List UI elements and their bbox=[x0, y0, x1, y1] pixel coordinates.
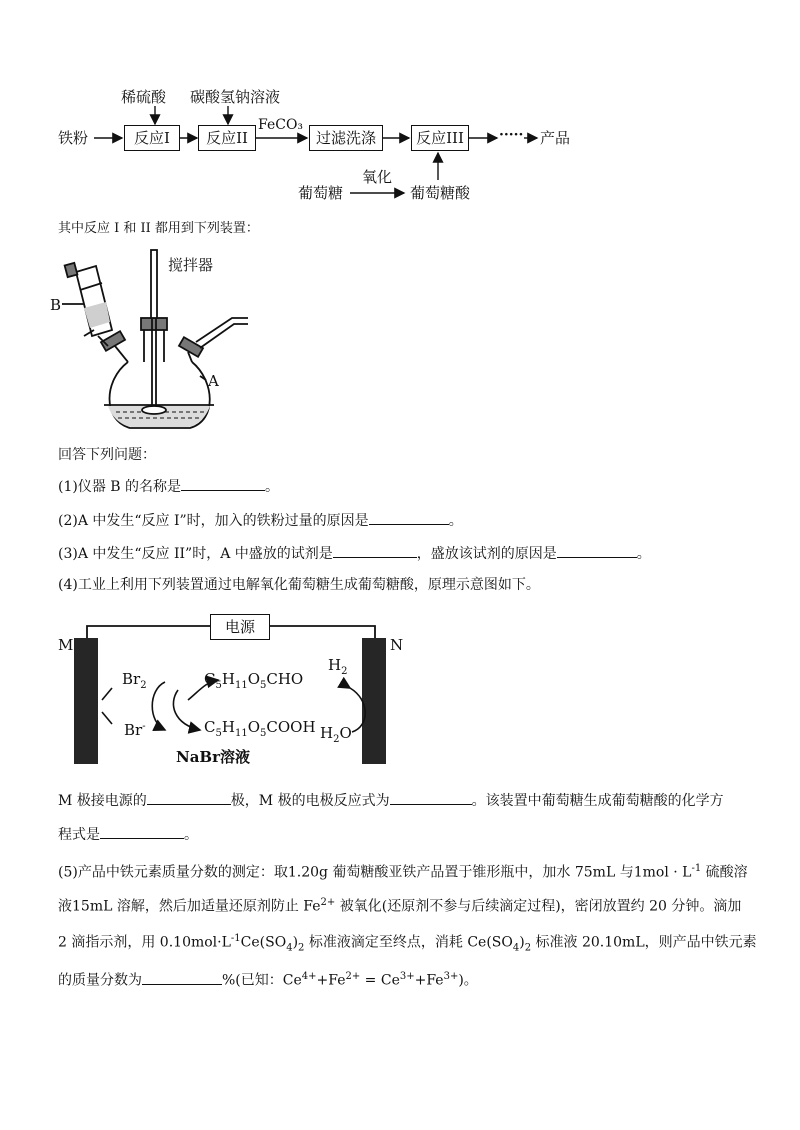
question-4: (4)工业上利用下列装置通过电解氧化葡萄糖生成葡萄糖酸，原理示意图如下。 bbox=[58, 577, 540, 593]
q4-blank-pole[interactable] bbox=[147, 790, 231, 805]
q4-blank-equation[interactable] bbox=[390, 790, 472, 805]
q2-blank[interactable] bbox=[369, 510, 449, 525]
box-reaction-3: 反应III bbox=[411, 125, 469, 151]
box-reaction-2: 反应II bbox=[198, 125, 256, 151]
label-oxidation: 氧化 bbox=[362, 168, 393, 186]
species-br-minus: Br- bbox=[124, 721, 146, 739]
answer-prompt: 回答下列问题： bbox=[58, 447, 156, 463]
species-gluconic-acid: $C_5H_{11}O_5COOH$ bbox=[204, 718, 316, 739]
question-1 bbox=[58, 476, 279, 496]
q2-text: (2)A 中发生“反应 I”时，加入的铁粉过量的原因是 bbox=[58, 513, 369, 529]
q3-text-a: (3)A 中发生“反应 II”时，A 中盛放的试剂是 bbox=[58, 546, 333, 562]
q5-line-1: (5)产品中铁元素质量分数的测定：取1.20g 葡萄糖酸亚铁产品置于锥形瓶中，加水 75mL 与$1mol \cdot L^{-1}$ 硫酸溶 bbox=[58, 863, 748, 881]
intro-text: 其中反应 I 和 II 都用到下列装置： bbox=[58, 221, 259, 236]
question-3 bbox=[58, 543, 651, 563]
q5-line-4: 的质量分数为 %(已知：$Ce^{4+}+Fe^{2+} = Ce^{3+}+Fe^{3+}$)。 bbox=[58, 971, 478, 989]
q3-blank-1[interactable] bbox=[333, 543, 417, 558]
label-gluconic-acid: 葡萄糖酸 bbox=[410, 184, 471, 202]
electrode-m bbox=[74, 638, 98, 764]
apparatus-drawing bbox=[62, 250, 248, 428]
q4-line-1: M 极接电源的 极，M 极的电极反应式为 。该装置中葡萄糖生成葡萄糖酸的化学方 bbox=[58, 790, 724, 810]
species-h2: $H_2$ bbox=[328, 656, 348, 677]
box-reaction-1: 反应I bbox=[124, 125, 180, 151]
q1-text: (1)仪器 B 的名称是 bbox=[58, 479, 182, 495]
label-glucose: 葡萄糖 bbox=[298, 184, 344, 202]
q4-blank-chemical-equation[interactable] bbox=[100, 824, 184, 839]
label-a: A bbox=[208, 372, 219, 390]
q1-end: 。 bbox=[265, 479, 280, 495]
species-br2: $Br_2$ bbox=[122, 670, 147, 691]
electrode-n bbox=[362, 638, 386, 764]
question-2 bbox=[58, 510, 463, 530]
q3-end: 。 bbox=[636, 546, 651, 562]
label-feco3: FeCO₃ bbox=[258, 117, 304, 133]
q1-blank[interactable] bbox=[181, 476, 265, 491]
q2-end: 。 bbox=[448, 513, 463, 529]
q5-line-3: 2 滴指示剂，用 $0.10mol\cdot L^{-1}Ce(SO_4)_2$ 标准液滴定至终点，消耗 $Ce(SO_4)_2$ 标准液 20.10mL，则产品中铁元素 bbox=[58, 933, 757, 954]
q5-blank-iron-fraction[interactable] bbox=[142, 970, 222, 985]
label-b: B bbox=[50, 296, 62, 314]
species-glucose: $C_5H_{11}O_5CHO$ bbox=[204, 670, 304, 691]
power-supply: 电源 bbox=[210, 614, 270, 640]
label-dilute-sulfuric-acid: 稀硫酸 bbox=[121, 88, 167, 106]
input-iron-powder: 铁粉 bbox=[58, 129, 89, 147]
q3-text-b: ，盛放该试剂的原因是 bbox=[416, 546, 557, 562]
q4-line-2: 程式是 。 bbox=[58, 824, 198, 844]
output-product: 产品 bbox=[540, 129, 571, 147]
q5-line-2: 液15mL 溶解，然后加适量还原剂防止 $Fe^{2+}$ 被氧化(还原剂不参与后续滴定过程)，密闭放置约 20 分钟。滴加 bbox=[58, 897, 742, 915]
label-electrode-m: M bbox=[58, 636, 74, 654]
species-h2o: $H_2O$ bbox=[320, 724, 352, 745]
flow-ellipsis: ····· bbox=[499, 127, 524, 143]
label-sodium-bicarbonate: 碳酸氢钠溶液 bbox=[190, 88, 281, 106]
q3-blank-2[interactable] bbox=[557, 543, 637, 558]
label-electrode-n: N bbox=[390, 636, 404, 654]
box-filter-wash: 过滤洗涤 bbox=[309, 125, 383, 151]
electrolyte-label: NaBr溶液 bbox=[176, 748, 251, 766]
label-stirrer: 搅拌器 bbox=[168, 256, 214, 274]
